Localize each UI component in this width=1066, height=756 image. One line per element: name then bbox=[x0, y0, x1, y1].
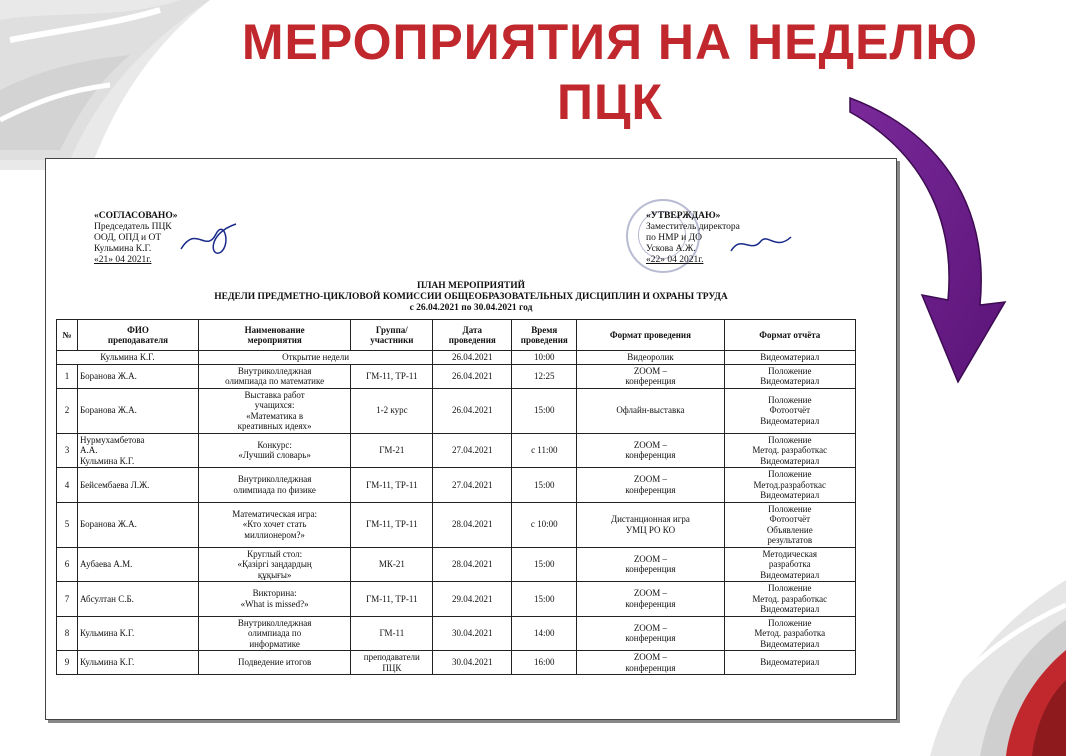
header-group: Группа/ участники bbox=[351, 320, 433, 351]
opening-teacher: Кульмина К.Г. bbox=[57, 351, 199, 365]
header-number: № bbox=[57, 320, 78, 351]
row-date: 26.04.2021 bbox=[433, 364, 512, 388]
row-date: 28.04.2021 bbox=[433, 547, 512, 582]
row-teacher: Аубаева А.М. bbox=[78, 547, 199, 582]
row-time: 15:00 bbox=[512, 468, 577, 503]
row-date: 27.04.2021 bbox=[433, 433, 512, 468]
row-date: 26.04.2021 bbox=[433, 388, 512, 433]
header-time: Время проведения bbox=[512, 320, 577, 351]
corner-swirl-bottom-right bbox=[880, 560, 1066, 756]
row-group: ГМ-11, ТР-11 bbox=[351, 468, 433, 503]
row-teacher: Нурмухамбетова А.А. Кульмина К.Г. bbox=[78, 433, 199, 468]
agreed-block bbox=[94, 211, 177, 266]
row-event: Внутриколледжная олимпиада по информатике bbox=[198, 616, 350, 651]
row-format: Офлайн-выставка bbox=[577, 388, 724, 433]
header-report: Формат отчёта bbox=[724, 320, 855, 351]
signature-left bbox=[176, 214, 246, 259]
row-number: 9 bbox=[57, 651, 78, 675]
opening-event: Открытие недели bbox=[198, 351, 432, 365]
events-table bbox=[56, 319, 856, 675]
row-report: Положение Видеоматериал bbox=[724, 364, 855, 388]
approved-line-3: Ускова А.Ж. bbox=[646, 244, 696, 254]
row-teacher: Абсултан С.Б. bbox=[78, 582, 199, 617]
row-report: Положение Метод. разработкас Видеоматериал bbox=[724, 433, 855, 468]
row-teacher: Боранова Ж.А. bbox=[78, 388, 199, 433]
row-number: 1 bbox=[57, 364, 78, 388]
approved-line-1: Заместитель директора bbox=[646, 222, 740, 232]
row-teacher: Бейсембаева Л.Ж. bbox=[78, 468, 199, 503]
row-number: 8 bbox=[57, 616, 78, 651]
agreed-date: «21» 04 2021г. bbox=[94, 255, 152, 265]
table-row bbox=[57, 651, 856, 675]
row-event: Математическая игра: «Кто хочет стать миллионером?» bbox=[198, 502, 350, 547]
row-format: ZOOM – конференция bbox=[577, 433, 724, 468]
row-time: 15:00 bbox=[512, 547, 577, 582]
row-group: ГМ-11, ТР-11 bbox=[351, 582, 433, 617]
row-number: 3 bbox=[57, 433, 78, 468]
row-teacher: Кульмина К.Г. bbox=[78, 616, 199, 651]
agreed-head: «СОГЛАСОВАНО» bbox=[94, 211, 178, 221]
slide-title-line-2: ПЦК bbox=[557, 74, 663, 130]
table-row bbox=[57, 616, 856, 651]
row-group: ГМ-11, ТР-11 bbox=[351, 502, 433, 547]
row-time: 15:00 bbox=[512, 388, 577, 433]
table-header-row bbox=[57, 320, 856, 351]
row-group: 1-2 курс bbox=[351, 388, 433, 433]
row-format: ZOOM – конференция bbox=[577, 468, 724, 503]
approved-head: «УТВЕРЖДАЮ» bbox=[646, 211, 721, 221]
row-date: 30.04.2021 bbox=[433, 651, 512, 675]
row-time: 16:00 bbox=[512, 651, 577, 675]
row-event: Конкурс: «Лучший словарь» bbox=[198, 433, 350, 468]
row-teacher: Боранова Ж.А. bbox=[78, 364, 199, 388]
opening-date: 26.04.2021 bbox=[433, 351, 512, 365]
header-teacher: ФИО преподавателя bbox=[78, 320, 199, 351]
row-time: 15:00 bbox=[512, 582, 577, 617]
plan-title-3: с 26.04.2021 по 30.04.2021 год bbox=[409, 303, 533, 313]
signature-right bbox=[726, 229, 796, 259]
row-time: с 10:00 bbox=[512, 502, 577, 547]
slide-title-line-1: МЕРОПРИЯТИЯ НА НЕДЕЛЮ bbox=[241, 14, 979, 70]
row-format: ZOOM – конференция bbox=[577, 364, 724, 388]
row-group: МК-21 bbox=[351, 547, 433, 582]
row-time: с 11:00 bbox=[512, 433, 577, 468]
agreed-line-2: ООД, ОПД и ОТ bbox=[94, 233, 162, 243]
row-number: 7 bbox=[57, 582, 78, 617]
row-time: 12:25 bbox=[512, 364, 577, 388]
row-event: Внутриколледжная олимпиада по математике bbox=[198, 364, 350, 388]
row-group: ГМ-21 bbox=[351, 433, 433, 468]
row-format: ZOOM – конференция bbox=[577, 651, 724, 675]
opening-report: Видеоматериал bbox=[724, 351, 855, 365]
table-row bbox=[57, 547, 856, 582]
table-row bbox=[57, 364, 856, 388]
opening-format: Видеоролик bbox=[577, 351, 724, 365]
table-row bbox=[57, 388, 856, 433]
scanned-plan-document bbox=[45, 158, 897, 720]
row-date: 30.04.2021 bbox=[433, 616, 512, 651]
row-number: 4 bbox=[57, 468, 78, 503]
row-teacher: Боранова Ж.А. bbox=[78, 502, 199, 547]
table-row bbox=[57, 433, 856, 468]
row-number: 6 bbox=[57, 547, 78, 582]
plan-title-1: ПЛАН МЕРОПРИЯТИЙ bbox=[416, 281, 526, 291]
row-event: Выставка работ учащихся: «Математика в креативных идеях» bbox=[198, 388, 350, 433]
row-event: Круглый стол: «Қазіргі заңдардың құқығы» bbox=[198, 547, 350, 582]
row-date: 28.04.2021 bbox=[433, 502, 512, 547]
row-report: Методическая разработка Видеоматериал bbox=[724, 547, 855, 582]
row-group: ГМ-11 bbox=[351, 616, 433, 651]
row-format: ZOOM – конференция bbox=[577, 582, 724, 617]
row-group: преподаватели ПЦК bbox=[351, 651, 433, 675]
row-format: ZOOM – конференция bbox=[577, 616, 724, 651]
row-date: 27.04.2021 bbox=[433, 468, 512, 503]
row-time: 14:00 bbox=[512, 616, 577, 651]
row-report: Видеоматериал bbox=[724, 651, 855, 675]
approved-date: «22» 04 2021г. bbox=[646, 255, 704, 265]
row-date: 29.04.2021 bbox=[433, 582, 512, 617]
row-report: Положение Метод. разработкас Видеоматериал bbox=[724, 582, 855, 617]
opening-time: 10:00 bbox=[512, 351, 577, 365]
agreed-line-3: Кульмина К.Г. bbox=[94, 244, 152, 254]
row-group: ГМ-11, ТР-11 bbox=[351, 364, 433, 388]
row-report: Положение Метод.разработкас Видеоматериал bbox=[724, 468, 855, 503]
row-event: Подведение итогов bbox=[198, 651, 350, 675]
table-row-opening bbox=[57, 351, 856, 365]
row-report: Положение Фотоотчёт Объявление результатов bbox=[724, 502, 855, 547]
row-number: 5 bbox=[57, 502, 78, 547]
row-report: Положение Метод. разработка Видеоматериал bbox=[724, 616, 855, 651]
table-row bbox=[57, 582, 856, 617]
table-row bbox=[57, 502, 856, 547]
row-number: 2 bbox=[57, 388, 78, 433]
header-format: Формат проведения bbox=[577, 320, 724, 351]
row-format: Дистанционная игра УМЦ РО КО bbox=[577, 502, 724, 547]
row-event: Внутриколледжная олимпиада по физике bbox=[198, 468, 350, 503]
header-date: Дата проведения bbox=[433, 320, 512, 351]
approved-line-2: по НМР и ДО bbox=[646, 233, 702, 243]
row-format: ZOOM – конференция bbox=[577, 547, 724, 582]
row-teacher: Кульмина К.Г. bbox=[78, 651, 199, 675]
header-event: Наименование мероприятия bbox=[198, 320, 350, 351]
table-row bbox=[57, 468, 856, 503]
row-event: Викторина: «What is missed?» bbox=[198, 582, 350, 617]
row-report: Положение Фотоотчёт Видеоматериал bbox=[724, 388, 855, 433]
agreed-line-1: Председатель ПЦК bbox=[94, 222, 172, 232]
plan-title-2: НЕДЕЛИ ПРЕДМЕТНО-ЦИКЛОВОЙ КОМИССИИ ОБЩЕОБРАЗОВАТЕЛЬНЫХ ДИСЦИПЛИН И ОХРАНЫ ТРУДА bbox=[214, 292, 728, 302]
